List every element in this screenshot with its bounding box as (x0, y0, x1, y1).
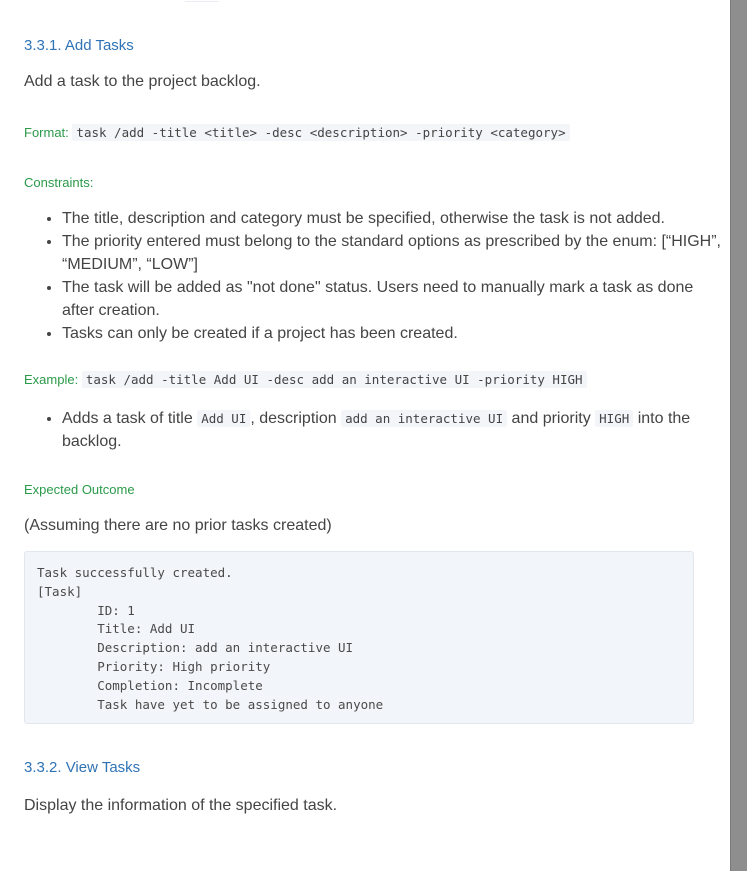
section-heading-view-tasks: 3.3.2. View Tasks (24, 759, 141, 776)
constraints-label: Constraints: (24, 175, 94, 190)
list-item (62, 407, 722, 453)
constraints-list (24, 207, 722, 345)
output-line: Completion: Incomplete (37, 677, 263, 693)
section-heading-add-tasks: 3.3.1. Add Tasks (24, 37, 134, 54)
output-line: ID: 1 (37, 602, 135, 618)
output-line: Task successfully created. (37, 565, 233, 580)
list-item: • The title, description and category must be specified, otherwise the task is not added. (62, 207, 722, 230)
list-item: • The priority entered must belong to the standard options as prescribed by the enum: [“HIGH”, “MEDIUM”, “LOW”] (62, 230, 722, 276)
section-description-view-tasks: Display the information of the specified task. (24, 797, 338, 814)
format-code: task /add -title <title> -desc <description> -priority <category> (72, 124, 569, 141)
output-line: Priority: High priority (37, 658, 271, 674)
assumption-text: (Assuming there are no prior tasks created) (24, 517, 332, 534)
output-line: Description: add an interactive UI (37, 640, 354, 656)
output-line: Title: Add UI (37, 621, 196, 637)
text: into the backlog. (62, 410, 691, 450)
example-label: Example: (24, 372, 79, 387)
list-item: • The task will be added as "not done" status. Users need to manually mark a task as done after creation. (62, 276, 722, 322)
inline-code-priority: HIGH (595, 410, 633, 427)
text: , description (250, 410, 342, 427)
previous-section-cutoff (24, 0, 224, 2)
output-line: [Task] (37, 583, 83, 599)
inline-code-fragment (184, 1, 220, 2)
vertical-scrollbar[interactable] (730, 0, 747, 871)
list-item: • Tasks can only be created if a project has been created. (62, 322, 722, 345)
text: Adds a task of title (62, 410, 198, 427)
expected-outcome-label: Expected Outcome (24, 482, 135, 497)
inline-code-title: Add UI (197, 410, 250, 427)
format-label: Format: (24, 125, 69, 140)
expected-output-text (25, 552, 693, 726)
example-list (24, 407, 722, 453)
format-line (24, 125, 570, 140)
output-line: Task have yet to be assigned to anyone (37, 696, 384, 712)
example-line (24, 372, 587, 387)
expected-output-codeblock (24, 551, 694, 724)
inline-code-description: add an interactive UI (341, 410, 507, 427)
text: and priority (507, 410, 596, 427)
section-description-add-tasks: Add a task to the project backlog. (24, 73, 261, 90)
example-code: task /add -title Add UI -desc add an interactive UI -priority HIGH (82, 371, 587, 388)
